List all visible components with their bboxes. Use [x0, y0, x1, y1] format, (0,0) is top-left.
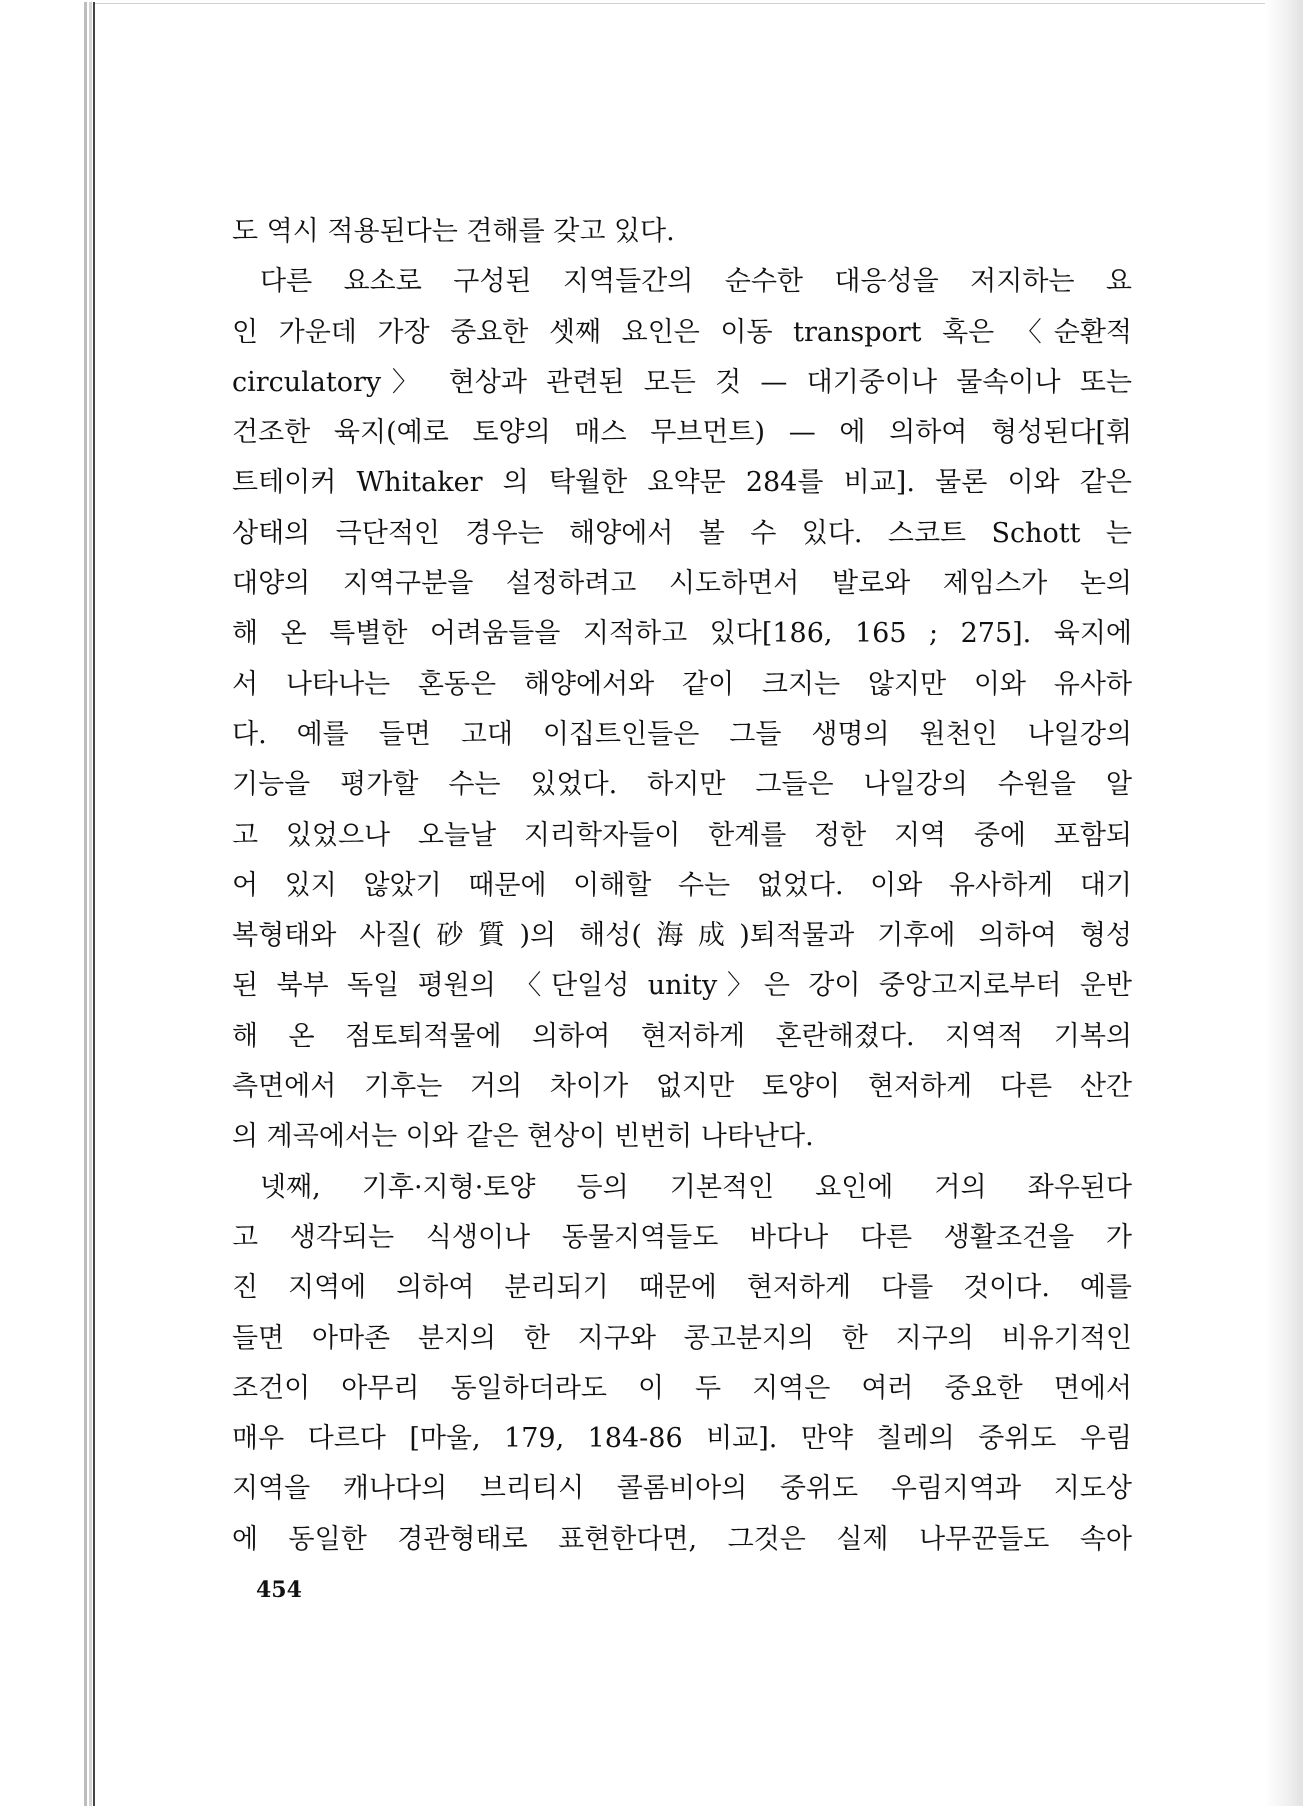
text-line: 도 역시 적용된다는 견해를 갖고 있다. [232, 216, 675, 247]
text-line: 어 있지 않았기 때문에 이해할 수는 없었다. 이와 유사하게 대기 [232, 869, 1132, 901]
text-line: 트테이커 Whitaker 의 탁월한 요약문 284를 비교]. 물론 이와 같은 [232, 467, 1132, 499]
text-line: 고 있었으나 오늘날 지리학자들이 한계를 정한 지역 중에 포함되 [232, 819, 1132, 851]
text-line: 된 북부 독일 평원의 〈단일성 unity〉은 강이 중앙고지로부터 운반 [232, 970, 1132, 1002]
text-line: 넷째, 기후·지형·토양 등의 기본적인 요인에 거의 좌우된다 [260, 1171, 1132, 1203]
text-line: 상태의 극단적인 경우는 해양에서 볼 수 있다. 스코트 Schott 는 [232, 517, 1132, 549]
text-line: 대양의 지역구분을 설정하려고 시도하면서 발로와 제임스가 논의 [232, 568, 1132, 600]
text-line: 다른 요소로 구성된 지역들간의 순수한 대응성을 저지하는 요 [260, 266, 1132, 298]
text-line: circulatory〉 현상과 관련된 모든 것 — 대기중이나 물속이나 또는 [232, 366, 1132, 398]
text-line: 인 가운데 가장 중요한 셋째 요인은 이동 transport 혹은 〈순환적 [232, 316, 1132, 348]
text-line: 기능을 평가할 수는 있었다. 하지만 그들은 나일강의 수원을 알 [232, 769, 1132, 801]
text-line: 서 나타나는 혼동은 해양에서와 같이 크지는 않지만 이와 유사하 [232, 668, 1132, 700]
text-line: 진 지역에 의하여 분리되기 때문에 현저하게 다를 것이다. 예를 [232, 1272, 1132, 1304]
text-line: 지역을 캐나다의 브리티시 콜롬비아의 중위도 우림지역과 지도상 [232, 1473, 1132, 1505]
page-number: 454 [256, 1577, 302, 1603]
text-line: 에 동일한 경관형태로 표현한다면, 그것은 실제 나무꾼들도 속아 [232, 1523, 1132, 1555]
page-stack-edge [89, 2, 92, 1806]
page-stack-edge [84, 2, 87, 1806]
text-line: 해 온 점토퇴적물에 의하여 현저하게 혼란해졌다. 지역적 기복의 [232, 1020, 1132, 1052]
text-line: 복형태와 사질(砂質)의 해성(海成)퇴적물과 기후에 의하여 형성 [232, 920, 1132, 952]
text-line: 조건이 아무리 동일하더라도 이 두 지역은 여러 중요한 면에서 [232, 1372, 1132, 1404]
text-line: 해 온 특별한 어려움들을 지적하고 있다[186, 165 ; 275]. 육지에 [232, 618, 1132, 650]
page-shadow [1265, 0, 1303, 1806]
text-line: 들면 아마존 분지의 한 지구와 콩고분지의 한 지구의 비유기적인 [232, 1322, 1132, 1354]
text-line: 의 계곡에서는 이와 같은 현상이 빈번히 나타난다. [232, 1121, 814, 1153]
text-line: 매우 다르다 [마울, 179, 184-86 비교]. 만약 칠레의 중위도 우림 [232, 1423, 1132, 1455]
text-line: 측면에서 기후는 거의 차이가 없지만 토양이 현저하게 다른 산간 [232, 1071, 1132, 1103]
body-text [232, 207, 1132, 1565]
text-line: 고 생각되는 식생이나 동물지역들도 바다나 다른 생활조건을 가 [232, 1221, 1132, 1253]
text-line: 다. 예를 들면 고대 이집트인들은 그들 생명의 원천인 나일강의 [232, 718, 1132, 750]
text-line: 건조한 육지(예로 토양의 매스 무브먼트) — 에 의하여 형성된다[휘 [232, 417, 1132, 449]
